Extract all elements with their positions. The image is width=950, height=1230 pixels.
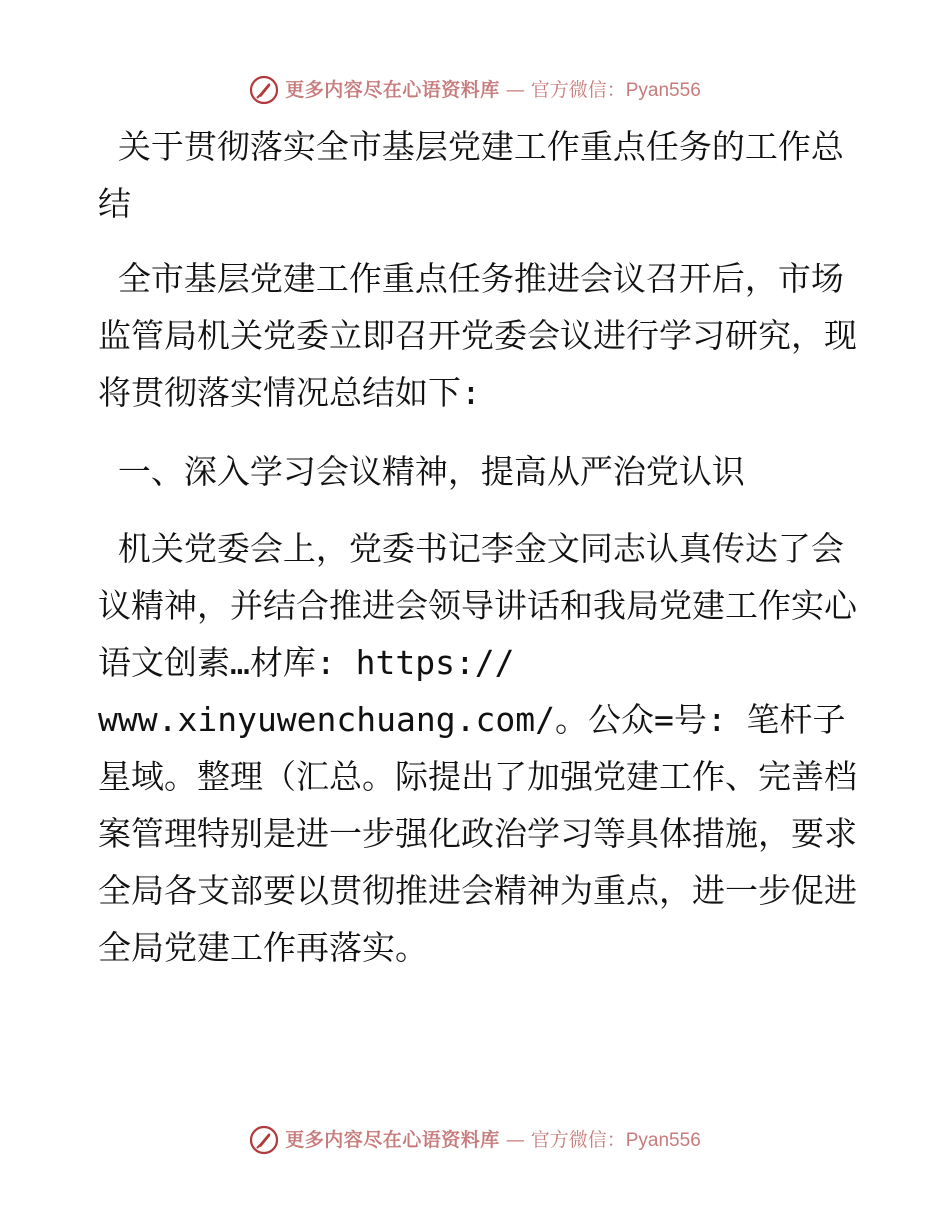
document-body xyxy=(98,118,858,976)
watermark-separator: — xyxy=(505,1128,525,1151)
watermark-banner xyxy=(249,75,701,105)
watermark-contact-text: 官方微信：Pyan556 xyxy=(530,1129,701,1151)
section-1-heading: 一、深入学习会议精神，提高从严治党认识 xyxy=(98,452,745,491)
watermark-separator: — xyxy=(505,78,525,101)
section-1-paragraph-line1: 机关党委会上，党委书记李金文同志认真传达了会议精神，并结合推进会领导讲话和我局党建工作实心语文创素…材库: https:// xyxy=(98,529,857,682)
quill-pen-logo-icon xyxy=(249,1125,279,1155)
watermark-main-text: 更多内容尽在心语资料库 xyxy=(285,1128,500,1151)
intro-paragraph: 全市基层党建工作重点任务推进会议召开后，市场监管局机关党委立即召开党委会议进行学习研究，现将贯彻落实情况总结如下: xyxy=(98,259,857,412)
section-1-paragraph-line2: www.xinyuwenchuang.com/。公众=号: 笔杆子星域。整理（汇总。际提出了加强党建工作、完善档案管理特别是进一步强化政治学习等具体措施，要求全局各支部要以贯彻推进会精神为重点，进一步促进全局党建工作再落实。 xyxy=(98,700,857,967)
header-watermark xyxy=(0,70,950,110)
quill-pen-logo-icon xyxy=(249,75,279,105)
watermark-banner-footer xyxy=(249,1125,701,1155)
footer-watermark xyxy=(0,1120,950,1160)
watermark-main-text: 更多内容尽在心语资料库 xyxy=(285,78,500,101)
document-title: 关于贯彻落实全市基层党建工作重点任务的工作总结 xyxy=(98,127,844,223)
watermark-contact-text: 官方微信：Pyan556 xyxy=(530,79,701,101)
